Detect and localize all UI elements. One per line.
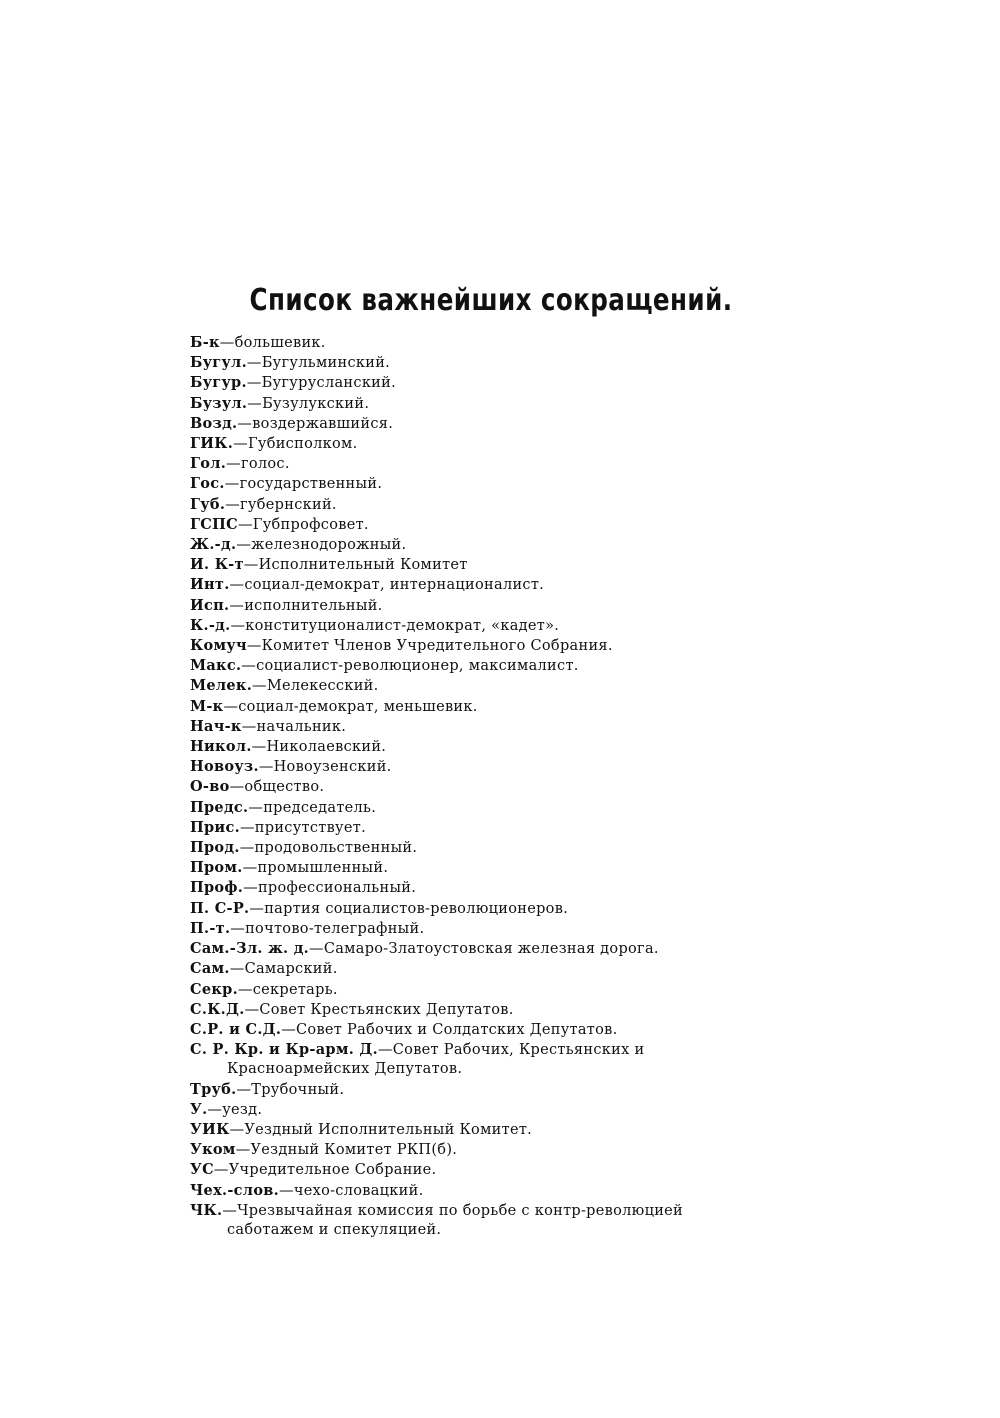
abbreviation-definition: —Бугурусланский. bbox=[246, 375, 397, 392]
abbreviation-entry bbox=[190, 1000, 760, 1020]
abbreviation-definition: —Комитет Членов Учредительного Собрания. bbox=[246, 638, 613, 655]
abbreviation-entry bbox=[190, 737, 760, 757]
abbreviation-entry bbox=[190, 616, 760, 636]
abbreviation-definition: —конституционалист-демократ, «кадет». bbox=[230, 617, 560, 634]
abbreviation-definition: —начальник. bbox=[241, 718, 347, 735]
abbreviation-term: Комуч bbox=[190, 637, 247, 655]
abbreviation-term: Никол. bbox=[190, 738, 252, 756]
abbreviation-entry bbox=[190, 1100, 760, 1120]
abbreviation-term: С. Р. Кр. и Кр-арм. Д. bbox=[190, 1041, 378, 1059]
abbreviation-entry bbox=[190, 1160, 760, 1180]
abbreviation-term: Секр. bbox=[190, 980, 238, 998]
abbreviation-entry bbox=[190, 1181, 760, 1201]
abbreviation-entry bbox=[190, 939, 760, 959]
abbreviation-term: С.К.Д. bbox=[190, 1000, 245, 1018]
abbreviation-term: Бугул. bbox=[190, 354, 247, 372]
abbreviation-definition: —воздержавшийся. bbox=[237, 415, 394, 432]
abbreviation-term: П. С-Р. bbox=[190, 899, 250, 917]
abbreviation-entry bbox=[190, 495, 760, 515]
abbreviation-entry bbox=[190, 757, 760, 777]
abbreviation-definition: —Совет Рабочих и Солдатских Депутатов. bbox=[281, 1021, 618, 1038]
abbreviation-entry bbox=[190, 1020, 760, 1040]
abbreviation-entry bbox=[190, 394, 760, 414]
abbreviation-definition: —голос. bbox=[226, 456, 290, 473]
abbreviation-term: Сам.-Зл. ж. д. bbox=[190, 940, 310, 958]
abbreviation-definition: —Новоузенский. bbox=[258, 759, 392, 776]
abbreviation-definition: —Совет Крестьянских Депутатов. bbox=[244, 1001, 514, 1018]
abbreviation-entry bbox=[190, 1040, 760, 1079]
abbreviation-entry bbox=[190, 777, 760, 797]
abbreviation-entry bbox=[190, 798, 760, 818]
abbreviation-definition: —председатель. bbox=[248, 799, 377, 816]
abbreviation-term: Прод. bbox=[190, 839, 240, 857]
abbreviation-definition: —промышленный. bbox=[242, 860, 389, 877]
abbreviation-term: Бузул. bbox=[190, 394, 248, 412]
abbreviation-entry bbox=[190, 575, 760, 595]
abbreviation-entry bbox=[190, 555, 760, 575]
abbreviation-term: Мелек. bbox=[190, 677, 253, 695]
abbreviation-definition: —Исполнительный Комитет bbox=[243, 557, 468, 574]
abbreviation-term: Ж.-д. bbox=[190, 536, 237, 554]
abbreviation-entry bbox=[190, 1080, 760, 1100]
abbreviation-definition: —Трубочный. bbox=[236, 1081, 345, 1098]
abbreviation-term: К.-д. bbox=[190, 616, 231, 634]
abbreviation-definition: —социал-демократ, меньшевик. bbox=[223, 698, 478, 715]
abbreviation-entry bbox=[190, 353, 760, 373]
abbreviation-definition: —Губисполком. bbox=[233, 436, 358, 453]
abbreviation-definition: —исполнительный. bbox=[229, 597, 383, 614]
abbreviation-term: Гол. bbox=[190, 455, 227, 473]
abbreviation-definition: —Совет Рабочих, Крестьянских и Красноармейских Депутатов. bbox=[227, 1042, 645, 1078]
abbreviation-term: Нач-к bbox=[190, 717, 242, 735]
abbreviation-entry bbox=[190, 535, 760, 555]
abbreviation-definition: —продовольственный. bbox=[239, 840, 418, 857]
abbreviation-definition: —Чрезвычайная комиссия по борьбе с контр-революцией саботажем и спекуляцией. bbox=[222, 1202, 684, 1238]
abbreviation-entry bbox=[190, 878, 760, 898]
abbreviation-term: У. bbox=[190, 1100, 208, 1118]
abbreviation-term: Сам. bbox=[190, 960, 230, 978]
abbreviation-entry bbox=[190, 474, 760, 494]
abbreviation-term: О-во bbox=[190, 778, 230, 796]
abbreviation-term: Макс. bbox=[190, 657, 242, 675]
abbreviation-entry bbox=[190, 838, 760, 858]
abbreviation-entry bbox=[190, 676, 760, 696]
abbreviation-entry bbox=[190, 1201, 760, 1240]
abbreviation-term: Проф. bbox=[190, 879, 244, 897]
abbreviation-definition: —социалист-революционер, максималист. bbox=[241, 658, 579, 675]
abbreviation-definition: —почтово-телеграфный. bbox=[230, 920, 425, 937]
abbreviation-entry bbox=[190, 858, 760, 878]
abbreviation-definition: —чехо-словацкий. bbox=[279, 1182, 424, 1199]
abbreviation-definition: —Николаевский. bbox=[251, 739, 387, 756]
abbreviation-term: М-к bbox=[190, 697, 224, 715]
abbreviation-definition: —Губпрофсовет. bbox=[238, 516, 369, 533]
abbreviation-definition: —профессиональный. bbox=[243, 880, 417, 897]
abbreviation-term: Чех.-слов. bbox=[190, 1181, 280, 1199]
abbreviation-definition: —железнодорожный. bbox=[236, 537, 407, 554]
abbreviation-definition: —общество. bbox=[229, 779, 325, 796]
abbreviation-entry bbox=[190, 1140, 760, 1160]
abbreviation-definition: —присутствует. bbox=[239, 819, 367, 836]
abbreviation-definition: —партия социалистов-революционеров. bbox=[249, 900, 569, 917]
abbreviation-term: Прис. bbox=[190, 818, 240, 836]
abbreviation-term: Губ. bbox=[190, 495, 226, 513]
abbreviation-term: ГСПС bbox=[190, 515, 238, 533]
abbreviation-entry bbox=[190, 373, 760, 393]
abbreviation-definition: —губернский. bbox=[225, 496, 337, 513]
abbreviation-definition: —социал-демократ, интернационалист. bbox=[229, 577, 545, 594]
abbreviation-entry bbox=[190, 919, 760, 939]
abbreviation-term: Инт. bbox=[190, 576, 230, 594]
abbreviation-definition: —Уездный Исполнительный Комитет. bbox=[229, 1121, 533, 1138]
abbreviation-definition: —Бузулукский. bbox=[247, 395, 370, 412]
abbreviation-term: Б-к bbox=[190, 334, 220, 351]
abbreviation-definition: —государственный. bbox=[224, 476, 383, 493]
abbreviation-entry bbox=[190, 959, 760, 979]
abbreviation-term: Пром. bbox=[190, 859, 243, 877]
abbreviation-term: И. К-т bbox=[190, 556, 244, 574]
abbreviation-entry bbox=[190, 636, 760, 656]
abbreviation-entry bbox=[190, 333, 760, 353]
abbreviation-entry bbox=[190, 717, 760, 737]
abbreviation-term: Уком bbox=[190, 1141, 236, 1159]
abbreviation-entry bbox=[190, 1120, 760, 1140]
abbreviation-definition: —большевик. bbox=[219, 335, 326, 351]
abbreviation-list bbox=[190, 333, 760, 1240]
abbreviation-term: ЧК. bbox=[190, 1201, 223, 1219]
abbreviation-definition: —Самаро-Златоустовская железная дорога. bbox=[309, 941, 659, 958]
abbreviation-term: Возд. bbox=[190, 414, 238, 432]
abbreviation-entry bbox=[190, 980, 760, 1000]
abbreviation-term: Бугур. bbox=[190, 374, 247, 392]
abbreviation-term: УИК bbox=[190, 1120, 230, 1138]
abbreviation-definition: —Учредительное Собрание. bbox=[213, 1162, 437, 1179]
abbreviation-term: Исп. bbox=[190, 596, 230, 614]
abbreviation-term: Труб. bbox=[190, 1080, 237, 1098]
abbreviation-term: Предс. bbox=[190, 798, 249, 816]
page-title: Список важнейших сокращений. bbox=[249, 283, 733, 318]
abbreviation-term: Новоуз. bbox=[190, 758, 259, 776]
abbreviation-term: П.-т. bbox=[190, 919, 231, 937]
abbreviation-definition: —Мелекесский. bbox=[252, 678, 379, 695]
abbreviation-term: С.Р. и С.Д. bbox=[190, 1020, 282, 1038]
abbreviation-term: ГИК. bbox=[190, 435, 234, 453]
abbreviation-definition: —секретарь. bbox=[237, 981, 338, 998]
abbreviation-entry bbox=[190, 818, 760, 838]
abbreviation-term: Гос. bbox=[190, 475, 225, 493]
abbreviation-definition: —Уездный Комитет РКП(б). bbox=[235, 1142, 458, 1159]
abbreviation-entry bbox=[190, 899, 760, 919]
abbreviation-entry bbox=[190, 656, 760, 676]
abbreviation-definition: —Бугульминский. bbox=[246, 355, 391, 372]
abbreviation-definition: —Самарский. bbox=[229, 961, 338, 978]
abbreviation-entry bbox=[190, 414, 760, 434]
abbreviation-definition: —уезд. bbox=[207, 1101, 263, 1118]
abbreviation-entry bbox=[190, 515, 760, 535]
abbreviation-entry bbox=[190, 596, 760, 616]
abbreviation-entry bbox=[190, 697, 760, 717]
abbreviation-term: УС bbox=[190, 1161, 214, 1179]
abbreviation-entry bbox=[190, 454, 760, 474]
abbreviation-entry bbox=[190, 434, 760, 454]
